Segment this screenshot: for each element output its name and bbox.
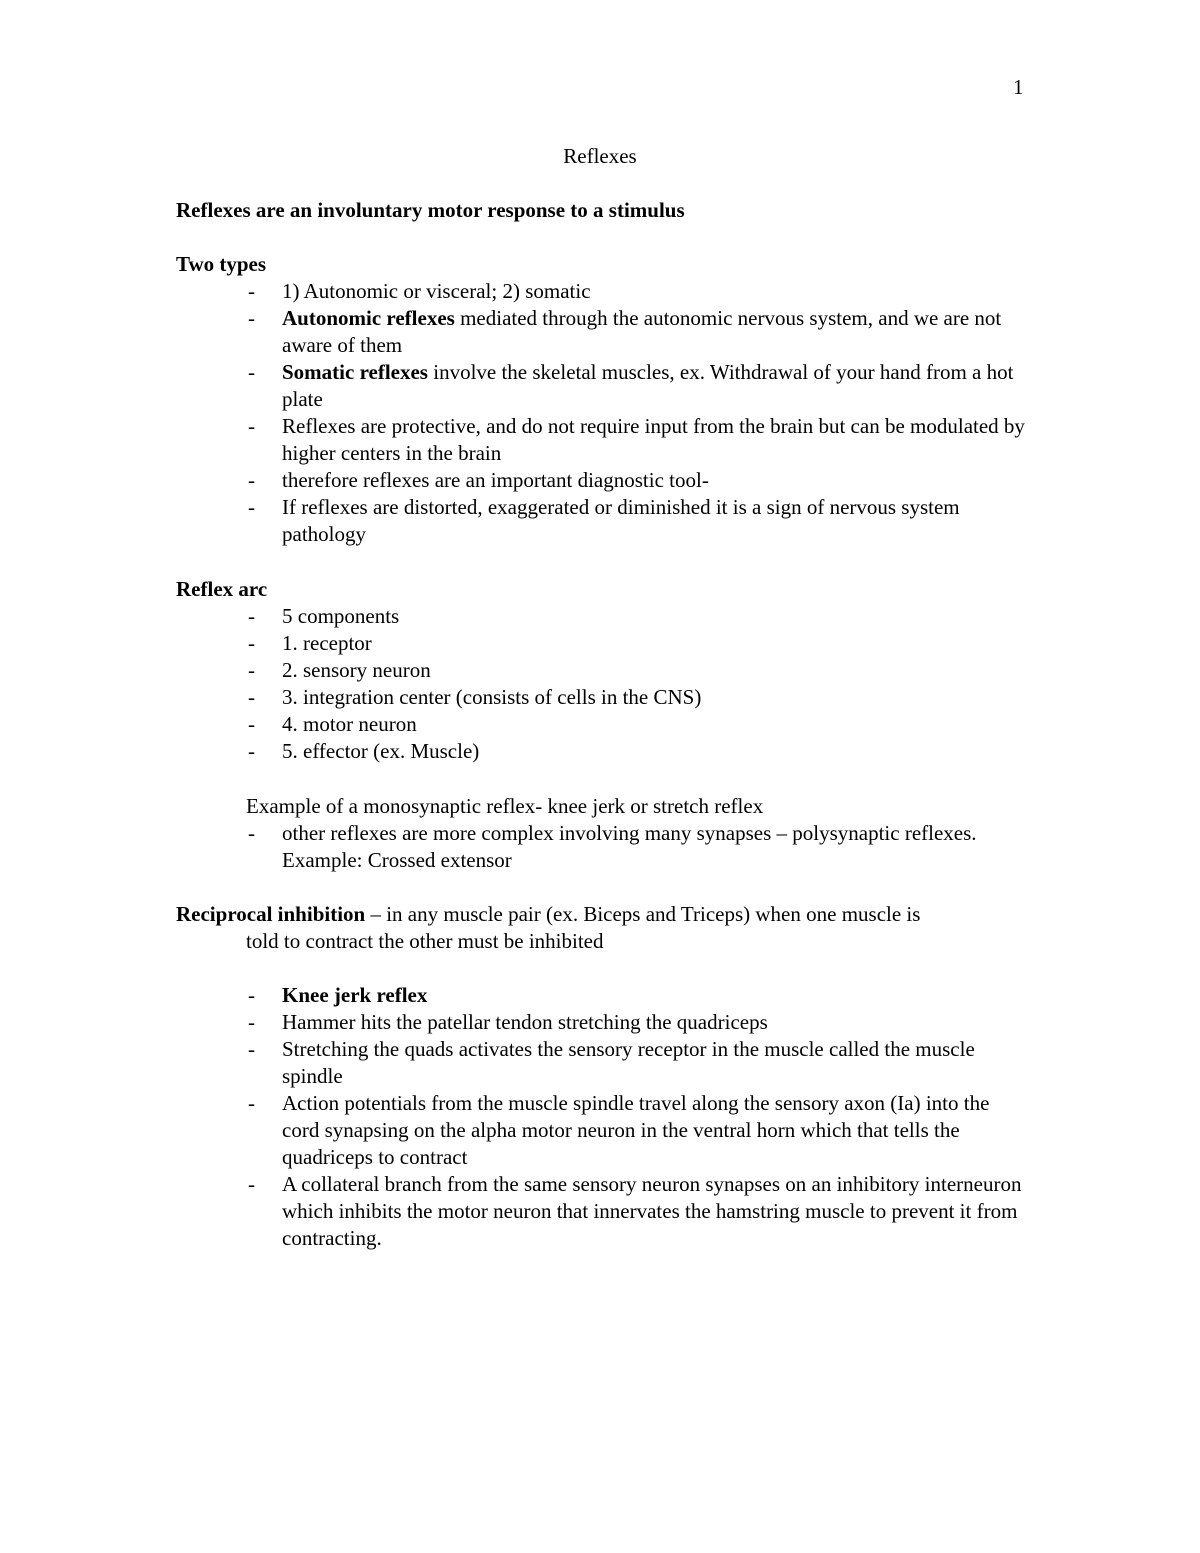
intro-heading: Reflexes are an involuntary motor response to a stimulus xyxy=(176,198,685,222)
somatic-reflexes-term: Somatic reflexes xyxy=(282,360,428,384)
knee-jerk-list xyxy=(176,982,1036,1252)
page-number: 1 xyxy=(1013,75,1024,99)
dash-bullet: - xyxy=(248,983,255,1007)
dash-bullet: - xyxy=(248,1037,255,1061)
list-item: - other reflexes are more complex involving many synapses – polysynaptic reflexes. Example: Crossed extensor xyxy=(248,821,977,872)
list-item: - 1) Autonomic or visceral; 2) somatic xyxy=(248,279,591,303)
dash-bullet: - xyxy=(248,631,255,655)
reciprocal-line-2: told to contract the other must be inhibited xyxy=(246,929,604,953)
reflex-arc-section xyxy=(176,576,1036,765)
list-item: - therefore reflexes are an important diagnostic tool- xyxy=(248,468,709,492)
two-types-section xyxy=(176,251,1036,548)
reflex-arc-list xyxy=(176,603,1036,765)
list-item xyxy=(176,982,1027,1009)
dash-bullet: - xyxy=(248,360,255,384)
dash-bullet: - xyxy=(248,306,255,330)
dash-bullet: - xyxy=(248,712,255,736)
dash-bullet: - xyxy=(248,821,255,845)
list-item: - Action potentials from the muscle spindle travel along the sensory axon (Ia) into the cord synapsing on the alpha motor neuron in the ventral horn which that tells the quadriceps to contract xyxy=(248,1091,990,1169)
dash-bullet: - xyxy=(248,1172,255,1196)
knee-jerk-section xyxy=(176,982,1036,1252)
dash-bullet: - xyxy=(248,604,255,628)
two-types-list xyxy=(176,278,1036,548)
dash-bullet: - xyxy=(248,1091,255,1115)
reciprocal-line-1: Reciprocal inhibition – in any muscle pair (ex. Biceps and Triceps) when one muscle is xyxy=(176,902,921,926)
document-title: Reflexes xyxy=(563,144,637,168)
reflex-arc-heading: Reflex arc xyxy=(176,577,268,601)
list-item: - 2. sensory neuron xyxy=(248,658,431,682)
list-item: - Hammer hits the patellar tendon stretching the quadriceps xyxy=(248,1010,768,1034)
example-list xyxy=(176,820,1036,874)
dash-bullet: - xyxy=(248,1010,255,1034)
dash-bullet: - xyxy=(248,658,255,682)
list-item: - If reflexes are distorted, exaggerated or diminished it is a sign of nervous system pathology xyxy=(248,495,960,546)
dash-bullet: - xyxy=(248,495,255,519)
list-item: - 4. motor neuron xyxy=(248,712,417,736)
knee-jerk-heading: Knee jerk reflex xyxy=(282,983,428,1007)
list-item: - 5. effector (ex. Muscle) xyxy=(248,739,480,763)
reciprocal-inhibition-paragraph xyxy=(176,901,1036,955)
list-item: - 3. integration center (consists of cells in the CNS) xyxy=(248,685,702,709)
dash-bullet: - xyxy=(248,414,255,438)
monosynaptic-example xyxy=(176,793,1036,874)
two-types-heading: Two types xyxy=(176,252,267,276)
list-item: - Autonomic reflexes mediated through the autonomic nervous system, and we are not aware of them xyxy=(248,306,1002,357)
list-item: - A collateral branch from the same sensory neuron synapses on an inhibitory interneuron which inhibits the motor neuron that innervates the hamstring muscle to prevent it from contracting. xyxy=(248,1172,1022,1250)
example-text: Example of a monosynaptic reflex- knee jerk or stretch reflex xyxy=(246,794,764,818)
dash-bullet: - xyxy=(248,739,255,763)
dash-bullet: - xyxy=(248,685,255,709)
dash-bullet: - xyxy=(248,468,255,492)
list-item: - 5 components xyxy=(248,604,400,628)
dash-bullet: - xyxy=(248,279,255,303)
autonomic-reflexes-term: Autonomic reflexes xyxy=(282,306,455,330)
reciprocal-inhibition-term: Reciprocal inhibition xyxy=(176,902,366,926)
list-item: - 1. receptor xyxy=(248,631,372,655)
list-item: - Stretching the quads activates the sensory receptor in the muscle called the muscle spindle xyxy=(248,1037,975,1088)
list-item: - Somatic reflexes involve the skeletal muscles, ex. Withdrawal of your hand from a hot plate xyxy=(248,360,1014,411)
list-item: - Reflexes are protective, and do not require input from the brain but can be modulated by higher centers in the brain xyxy=(248,414,1025,465)
